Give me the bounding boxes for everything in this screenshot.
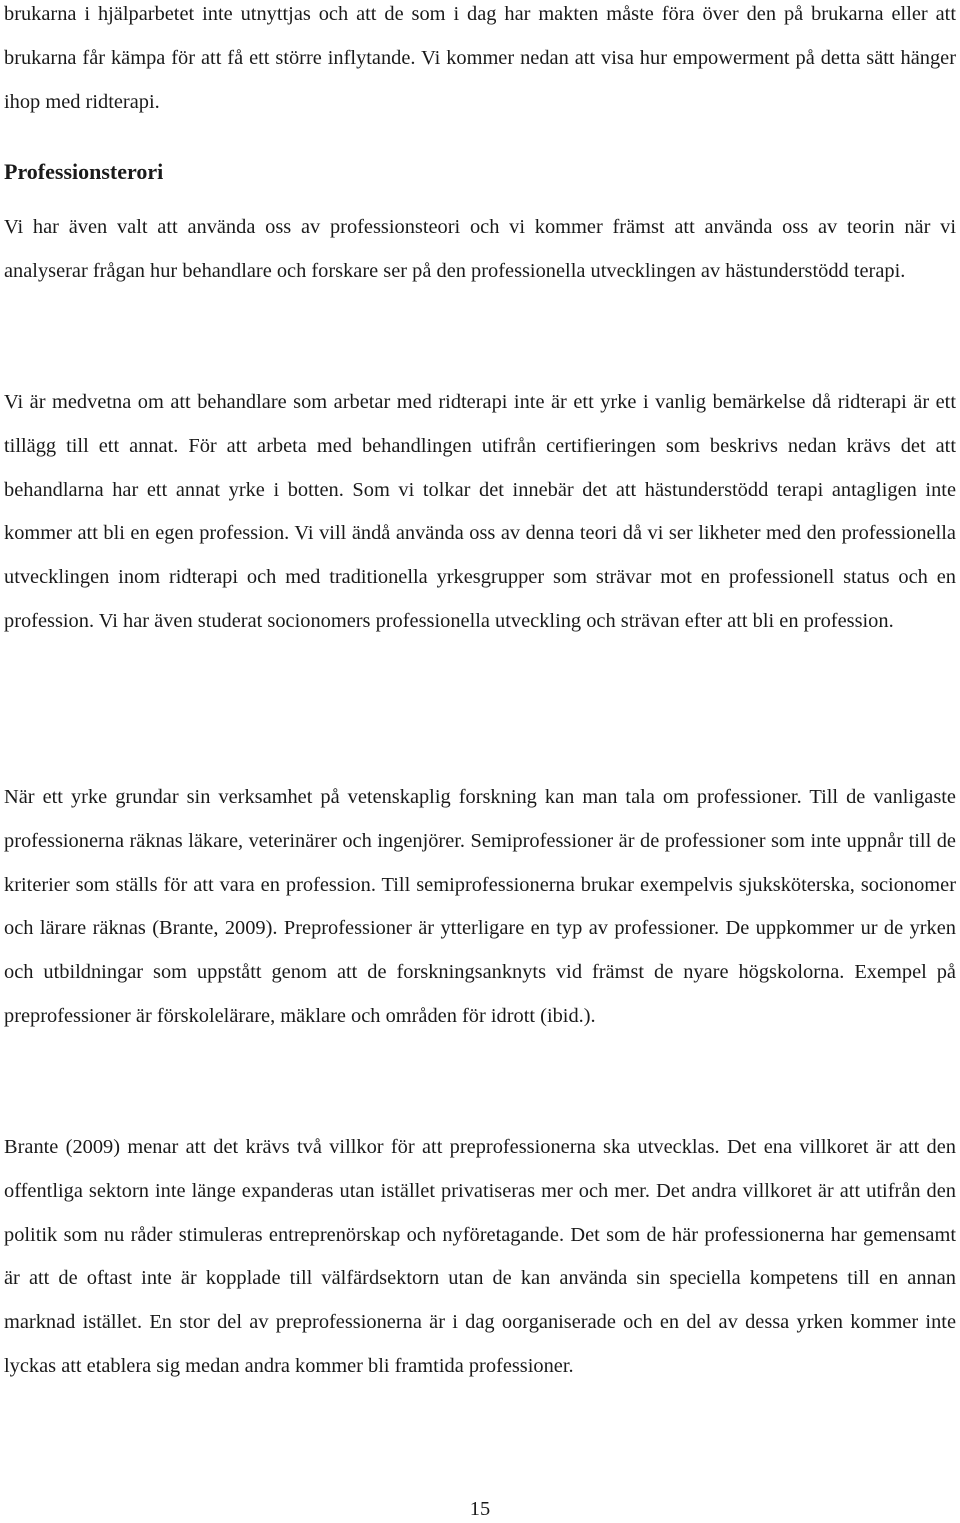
paragraph-3: När ett yrke grundar sin verksamhet på vetenskaplig forskning kan man tala om professioner. Till de vanligaste professionerna räknas läkare, veterinärer och ingenjörer. Semiprofessioner är de professioner som inte uppnår till de kriterier som ställs för att vara en profession. Till semiprofessionerna brukar exempelvis sjuksköterska, socionomer och lärare räknas (Brante, 2009). Preprofessioner är ytterligare en typ av professioner. De uppkommer ur de yrken och utbildningar som uppstått genom att de forskningsanknyts vid främst de nyare högskolorna. Exempel på preprofessioner är förskolelärare, mäklare och områden för idrott (ibid.). [4,786,956,1027]
document-page [4,0,956,1521]
paragraph-2: Vi är medvetna om att behandlare som arbetar med ridterapi inte är ett yrke i vanlig bemärkelse då ridterapi är ett tillägg till ett annat. För att arbeta med behandlingen utifrån certifieringen som beskrivs nedan krävs det att behandlarna har ett annat yrke i botten. Som vi tolkar det innebär det att hästunderstödd terapi antagligen inte kommer att bli en egen profession. Vi vill ändå använda oss av denna teori då vi ser likheter med den professionella utvecklingen inom ridterapi och med traditionella yrkesgrupper som strävar mot en professionell status och en profession. Vi har även studerat socionomers professionella utveckling och strävan efter att bli en profession. [4,391,956,632]
intro-paragraph: brukarna i hjälparbetet inte utnyttjas och att de som i dag har makten måste föra över den på brukarna eller att brukarna får kämpa för att få ett större inflytande. Vi kommer nedan att visa hur empowerment på detta sätt hänger ihop med ridterapi. [4,3,956,113]
paragraph-4: Brante (2009) menar att det krävs två villkor för att preprofessionerna ska utvecklas. Det ena villkoret är att den offentliga sektorn inte länge expanderas utan istället privatiseras mer och mer. Det andra villkoret är att utifrån den politik som nu råder stimuleras entreprenörskap och nyföretagande. Det som de här professionerna har gemensamt är att de oftast inte är kopplade till välfärdsektorn utan de kan använda sin speciella kompetens till en annan marknad istället. En stor del av preprofessionerna är i dag oorganiserade och en del av dessa yrken kommer inte lyckas att etablera sig medan andra kommer bli framtida professioner. [4,1136,956,1377]
section-heading: Professionsterori [4,159,164,184]
page-number: 15 [469,1498,491,1520]
paragraph-1: Vi har även valt att använda oss av professionsteori och vi kommer främst att använda oss av teorin när vi analyserar frågan hur behandlare och forskare ser på den professionella utvecklingen av hästunderstödd terapi. [4,216,956,282]
